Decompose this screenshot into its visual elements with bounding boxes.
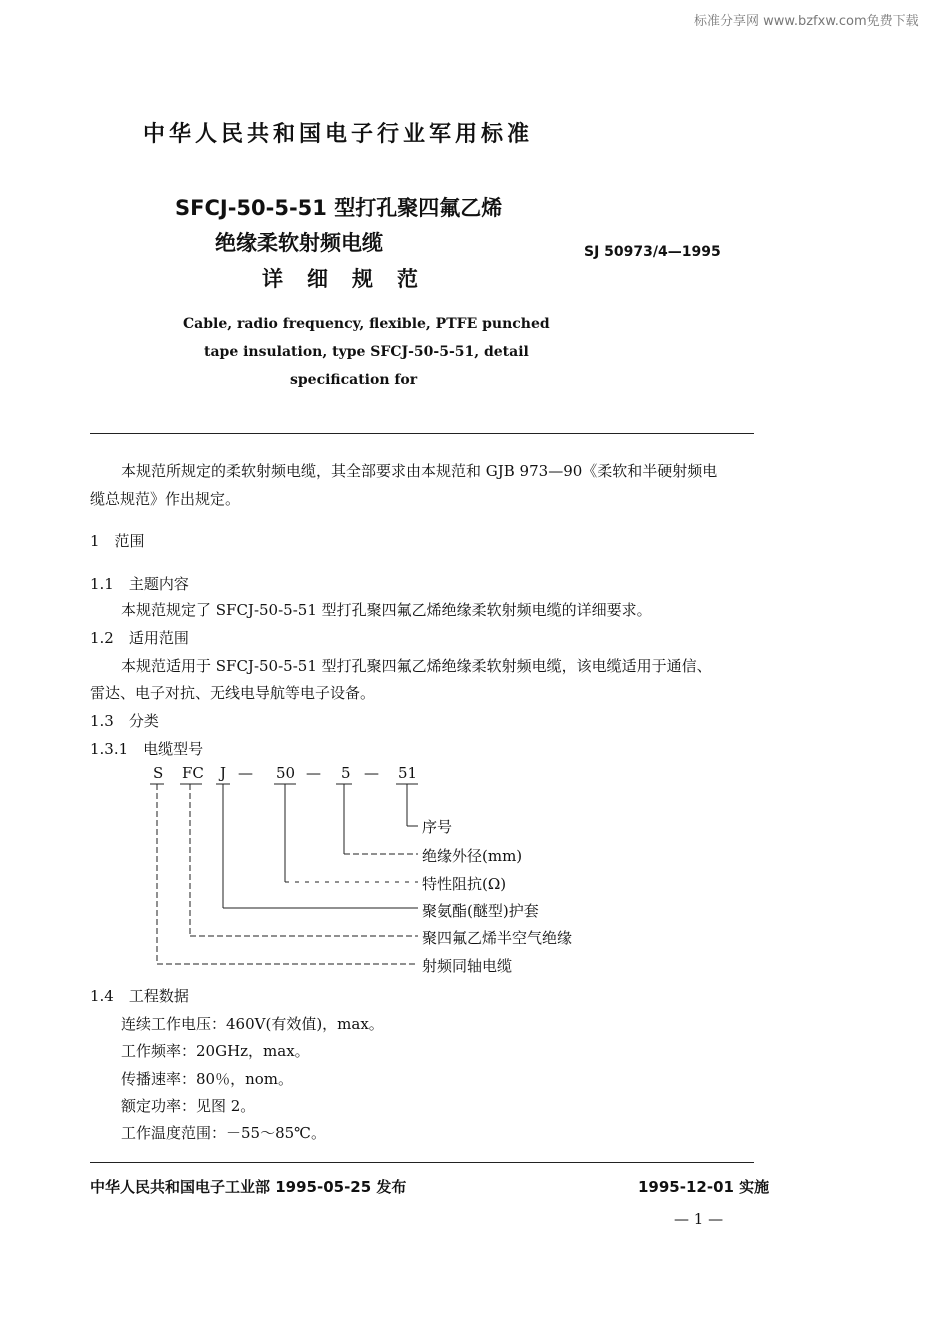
model-seg-dash-1: — bbox=[238, 764, 253, 782]
model-seg-s: S bbox=[153, 764, 164, 782]
model-seg-j: J bbox=[220, 764, 227, 782]
standard-header: 中华人民共和国电子行业军用标准 bbox=[143, 122, 534, 147]
engineering-item-voltage: 连续工作电压：460V(有效值)，max。 bbox=[121, 1015, 384, 1033]
english-title-line-3: specification for bbox=[290, 372, 418, 388]
english-title-line-2: tape insulation, type SFCJ-50-5-51, detail bbox=[204, 344, 529, 360]
footer-issued: 中华人民共和国电子工业部 1995-05-25 发布 bbox=[90, 1178, 407, 1196]
page-number: — 1 — bbox=[674, 1210, 724, 1228]
model-seg-51: 51 bbox=[398, 764, 418, 782]
section-1-3-heading: 1.3 分类 bbox=[90, 712, 159, 730]
engineering-item-temperature: 工作温度范围：－55～85℃。 bbox=[121, 1124, 326, 1142]
section-1-2-text-1: 本规范适用于 SFCJ-50-5-51 型打孔聚四氟乙烯绝缘柔软射频电缆，该电缆适用于通信、 bbox=[121, 657, 712, 675]
section-1-2-heading: 1.2 适用范围 bbox=[90, 629, 189, 647]
model-seg-5: 5 bbox=[341, 764, 351, 782]
model-seg-dash-3: — bbox=[364, 764, 379, 782]
model-seg-fc: FC bbox=[182, 764, 204, 782]
standard-number: SJ 50973/4—1995 bbox=[584, 244, 721, 260]
section-1-1-text: 本规范规定了 SFCJ-50-5-51 型打孔聚四氟乙烯绝缘柔软射频电缆的详细要求。 bbox=[121, 601, 652, 619]
watermark: 标准分享网 www.bzfxw.com免费下载 bbox=[694, 14, 919, 29]
footer-implemented: 1995-12-01 实施 bbox=[638, 1178, 770, 1196]
model-seg-50: 50 bbox=[276, 764, 296, 782]
model-label-insulation: 聚四氟乙烯半空气绝缘 bbox=[422, 929, 573, 947]
model-label-impedance: 特性阻抗(Ω) bbox=[422, 875, 507, 893]
model-label-cable-type: 射频同轴电缆 bbox=[422, 957, 513, 975]
section-1-heading: 1 范围 bbox=[90, 532, 145, 550]
title-line-1: SFCJ-50-5-51 型打孔聚四氟乙烯 bbox=[175, 196, 503, 220]
english-title-line-1: Cable, radio frequency, flexible, PTFE punched bbox=[183, 316, 550, 332]
engineering-item-frequency: 工作频率：20GHz，max。 bbox=[121, 1042, 310, 1060]
intro-line-1: 本规范所规定的柔软射频电缆，其全部要求由本规范和 GJB 973—90《柔软和半硬射频电 bbox=[121, 462, 718, 480]
engineering-item-power: 额定功率：见图 2。 bbox=[121, 1097, 256, 1115]
section-1-3-1-heading: 1.3.1 电缆型号 bbox=[90, 740, 204, 758]
section-1-1-heading: 1.1 主题内容 bbox=[90, 575, 189, 593]
model-label-jacket: 聚氨酯(醚型)护套 bbox=[422, 902, 539, 920]
section-1-4-heading: 1.4 工程数据 bbox=[90, 987, 189, 1005]
title-line-2: 绝缘柔软射频电缆 bbox=[215, 231, 383, 255]
engineering-item-velocity: 传播速率：80％，nom。 bbox=[121, 1070, 294, 1088]
section-1-2-text-2: 雷达、电子对抗、无线电导航等电子设备。 bbox=[90, 684, 376, 702]
model-label-serial: 序号 bbox=[422, 818, 453, 836]
title-line-3: 详细规范 bbox=[262, 267, 442, 291]
model-label-insulation-diameter: 绝缘外径(mm) bbox=[422, 847, 523, 865]
model-seg-dash-2: — bbox=[306, 764, 321, 782]
footer-divider bbox=[90, 1162, 754, 1163]
intro-line-2: 缆总规范》作出规定。 bbox=[90, 490, 241, 508]
